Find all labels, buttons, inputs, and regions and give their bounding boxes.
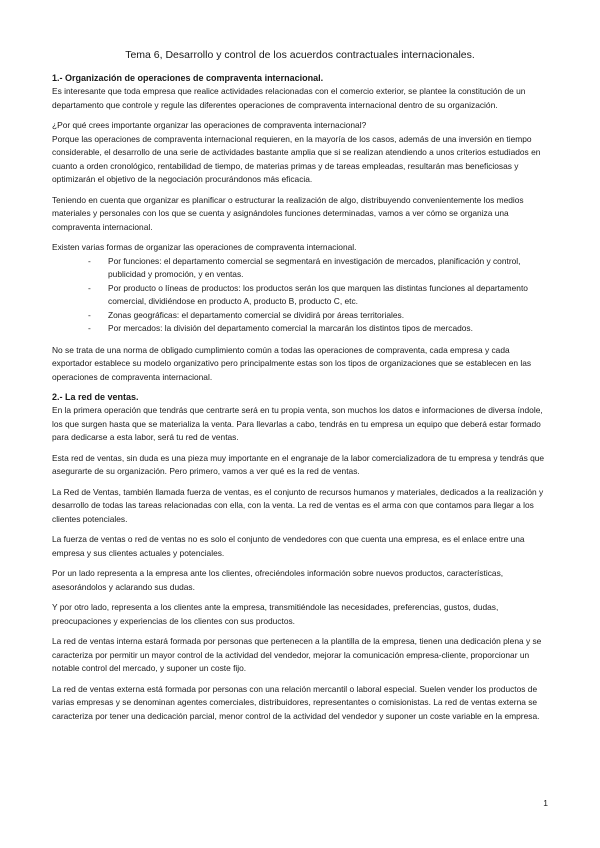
list-item — [88, 255, 548, 282]
section-1-closing: No se trata de una norma de obligado cumplimiento común a todas las operaciones de compraventa, cada empresa y cada exportador establece su modelo organizativo pero principalmente estas son los tipos de organizaciones que se establecen en las operaciones de compraventa internacional. — [52, 344, 532, 382]
list-item — [88, 322, 548, 336]
section-2-paragraph: Esta red de ventas, sin duda es una pieza muy importante en el engranaje de la labor comercializadora de tu empresa y tendrás que asegurarte de su organización. Pero primero, vamos a ver qué es la red de ventas. — [52, 452, 545, 476]
section-2-paragraph: La red de ventas interna estará formada por personas que pertenecen a la plantilla de la empresa, tienen una dedicación plena y se caracteriza por permitir un mayor control de la actividad del vendedor, mejorar la comunicación empresa-cliente, proporcionar un notable control del mercado, y suponer un coste fijo. — [52, 636, 542, 673]
section-2-paragraph: La red de ventas externa está formada por personas con una relación mercantil o laboral especial. Suelen vender los productos de varias empresas y se denominan agentes comerciales, distribuidores, representantes o comisionistas. La red de ventas externa se caracteriza por tener una dedicación parcial, menor control de la actividad del vendedor y suponer un coste variable en la empresa. — [52, 683, 540, 721]
section-2-paragraph: La fuerza de ventas o red de ventas no es solo el conjunto de vendedores con que cuenta una empresa, es el enlace entre una empresa y sus clientes actuales y potenciales. — [52, 534, 525, 558]
section-1-question: ¿Por qué crees importante organizar las operaciones de compraventa internacional? — [52, 120, 367, 130]
section-1-forms-intro: Existen varias formas de organizar las operaciones de compraventa internacional. — [52, 242, 357, 252]
list-item-text: Por funciones: el departamento comercial se segmentará en investigación de mercados, planificación y control, publicidad y promoción, y en ventas. — [108, 255, 521, 279]
page-title: Tema 6, Desarrollo y control de los acuerdos contractuales internacionales. — [125, 49, 475, 61]
section-1-heading: 1.- Organización de operaciones de compraventa internacional. — [52, 73, 324, 83]
section-1-answer: Porque las operaciones de compraventa internacional requieren, en la mayoría de los casos, además de una inversión en tiempo considerable, el desarrollo de una serie de actividades bastante amplia que si se realizan atendiendo a unos criterios estudiados en cuanto a orden cronológico, rentabilidad de tiempo, de materias primas y de tareas empleadas, resultarán mas beneficiosas y optimizarán el objetivo de la negociación procurándonos más eficacia. — [52, 133, 541, 184]
list-item-text: Zonas geográficas: el departamento comercial se dividirá por áreas territoriales. — [108, 309, 405, 320]
section-2-paragraph: La Red de Ventas, también llamada fuerza de ventas, es el conjunto de recursos humanos y materiales, dedicados a la realización y desarrollo de todas las tareas relacionadas con ella, con la venta. La red de ventas es el arma con que contamos para llegar a los clientes potenciales. — [52, 486, 544, 524]
list-item-text: Por mercados: la división del departamento comercial la marcarán los distintos tipos de mercados. — [108, 323, 473, 333]
list-item — [88, 282, 548, 309]
page-number: 1 — [543, 798, 548, 808]
bullet-dash: - — [88, 309, 91, 320]
list-item — [88, 309, 548, 323]
bullet-dash: - — [88, 282, 91, 293]
section-2-paragraph: Y por otro lado, representa a los clientes ante la empresa, transmitiéndole las necesidades, preferencias, gustos, dudas, preocupaciones y experiencias de los clientes con sus productos. — [52, 602, 499, 626]
section-1-planning: Teniendo en cuenta que organizar es planificar o estructurar la realización de algo, distribuyendo convenientemente los medios materiales y personales con los que se cuenta y asignándoles funciones determinadas, vamos a ver cómo se organiza una compraventa internacional. — [52, 194, 524, 232]
section-1-intro: Es interesante que toda empresa que realice actividades relacionadas con el comercio exterior, se plantee la constitución de un departamento que controle y regule las diferentes operaciones de compraventa internacional dentro de su organización. — [52, 86, 526, 110]
section-2-heading: 2.- La red de ventas. — [52, 392, 139, 402]
bullet-dash: - — [88, 255, 91, 266]
section-2-paragraph: Por un lado representa a la empresa ante los clientes, ofreciéndoles información sobre nuevos productos, características, asesorándolos y aclarando sus dudas. — [52, 568, 504, 592]
organization-forms-list — [52, 255, 548, 336]
bullet-dash: - — [88, 323, 91, 333]
list-item-text: Por producto o líneas de productos: los productos serán los que marquen las distintas funciones al departamento comercial, dividiéndose en producto A, producto B, producto C, etc. — [108, 282, 528, 306]
section-2-paragraph: En la primera operación que tendrás que centrarte será en tu propia venta, son muchos los datos e informaciones de diversa índole, los que surgen hasta que se materializa la venta. Para llevarlas a cabo, tendrás en tu empresa un equipo que deberá estar formado para dedicarse a esta labor, será tu red de ventas. — [52, 405, 543, 442]
